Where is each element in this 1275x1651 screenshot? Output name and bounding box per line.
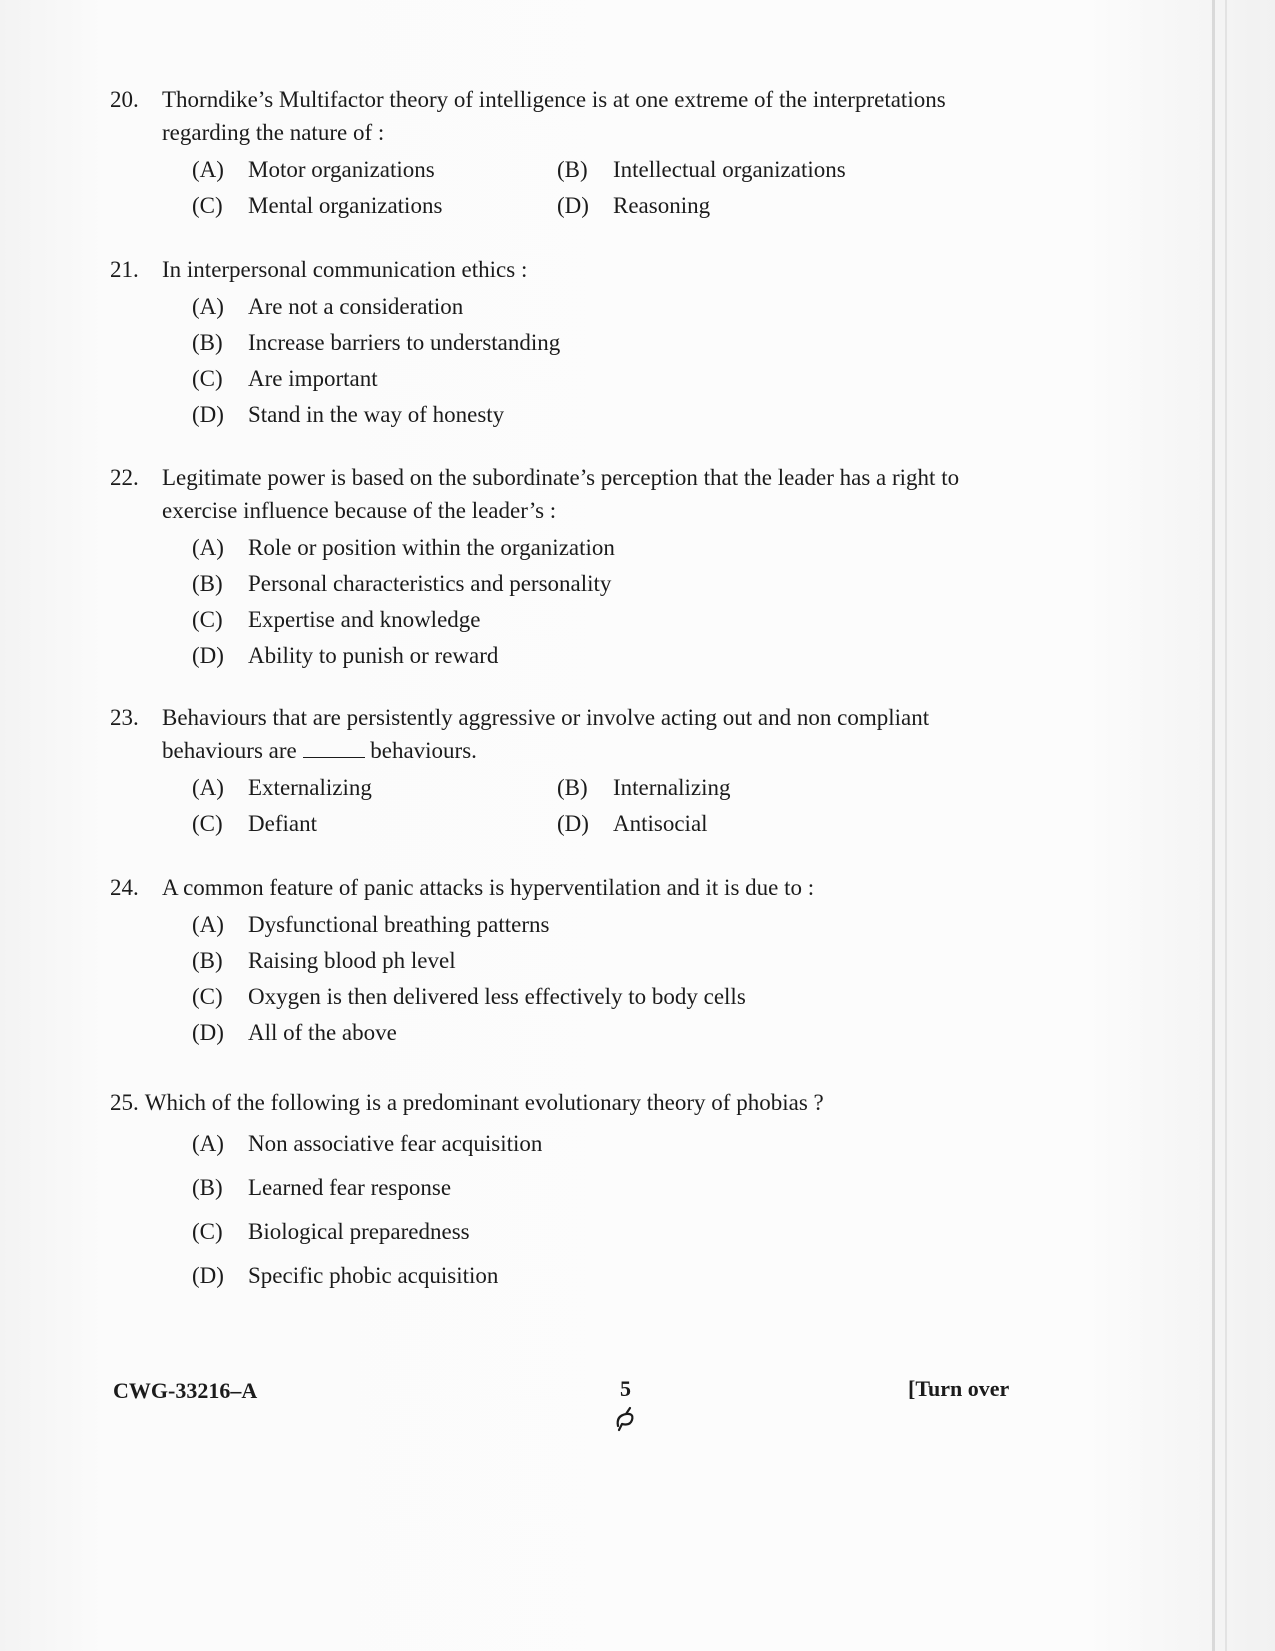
- scan-edge-line: [1225, 0, 1227, 1651]
- option-a: [192, 771, 557, 804]
- option-text: Motor organizations: [248, 156, 435, 182]
- turn-over-label: [Turn over: [908, 1376, 1010, 1401]
- question-text: Thorndike’s Multifactor theory of intelligence is at one extreme of the interpretations regarding the nature of :: [162, 87, 946, 145]
- option-label: (B): [557, 774, 588, 800]
- option-b: [192, 326, 892, 359]
- option-a: [192, 531, 892, 564]
- question-text-before-blank: Behaviours that are persistently aggressive or involve acting out and non compliant behaviours are: [162, 705, 930, 763]
- option-label: (A): [192, 156, 224, 182]
- option-label: (D): [557, 192, 589, 218]
- option-text: All of the above: [248, 1019, 397, 1045]
- question-text: Which of the following is a predominant evolutionary theory of phobias ?: [144, 1090, 824, 1115]
- options: [110, 1121, 990, 1297]
- option-text: Non associative fear acquisition: [248, 1130, 543, 1156]
- question-22: [110, 461, 990, 673]
- option-c: [192, 807, 557, 840]
- option-c: [192, 603, 892, 636]
- option-label: (B): [557, 156, 588, 182]
- options: [110, 529, 990, 673]
- option-d: [192, 639, 892, 672]
- scan-edge-line: [1212, 0, 1215, 1651]
- option-d: [557, 189, 922, 222]
- option-d: [192, 398, 892, 431]
- option-label: (B): [192, 947, 223, 973]
- option-a: [192, 1127, 892, 1160]
- option-text: Internalizing: [613, 774, 731, 800]
- option-text: Expertise and knowledge: [248, 606, 481, 632]
- option-text: Increase barriers to understanding: [248, 329, 561, 355]
- option-text: Intellectual organizations: [613, 156, 846, 182]
- option-label: (C): [192, 810, 223, 836]
- option-label: (B): [192, 570, 223, 596]
- page-number: 5: [620, 1376, 631, 1401]
- option-text: Externalizing: [248, 774, 372, 800]
- option-b: [557, 771, 922, 804]
- option-text: Mental organizations: [248, 192, 443, 218]
- options: [110, 769, 990, 841]
- option-label: (D): [192, 1019, 224, 1045]
- option-text: Are important: [248, 365, 378, 391]
- options: [110, 906, 990, 1050]
- option-c: [192, 362, 892, 395]
- option-text: Defiant: [248, 810, 317, 836]
- option-label: (A): [192, 911, 224, 937]
- fill-in-blank: [303, 737, 365, 758]
- question-number: 23.: [110, 705, 139, 730]
- question-number: 20.: [110, 87, 139, 112]
- option-text: Personal characteristics and personality: [248, 570, 612, 596]
- option-text: Dysfunctional breathing patterns: [248, 911, 550, 937]
- option-c: [192, 980, 892, 1013]
- page-mark-icon: [612, 1406, 640, 1432]
- question-text: A common feature of panic attacks is hyperventilation and it is due to :: [162, 875, 815, 900]
- option-label: (D): [192, 401, 224, 427]
- option-b: [557, 153, 922, 186]
- option-text: Ability to punish or reward: [248, 642, 499, 668]
- option-d: [192, 1259, 892, 1292]
- option-label: (B): [192, 1174, 223, 1200]
- option-text: Antisocial: [613, 810, 708, 836]
- question-24: [110, 871, 990, 1050]
- option-text: Learned fear response: [248, 1174, 452, 1200]
- options: [110, 151, 990, 223]
- option-text: Reasoning: [613, 192, 711, 218]
- question-number: 22.: [110, 465, 139, 490]
- options: [110, 288, 990, 432]
- option-text: Stand in the way of honesty: [248, 401, 505, 427]
- option-label: (C): [192, 192, 223, 218]
- question-text: In interpersonal communication ethics :: [162, 257, 528, 282]
- question-23: [110, 701, 990, 841]
- question-number: 25.: [110, 1090, 139, 1115]
- option-label: (A): [192, 534, 224, 560]
- option-d: [192, 1016, 892, 1049]
- option-text: Are not a consideration: [248, 293, 464, 319]
- option-b: [192, 1171, 892, 1204]
- option-text: Biological preparedness: [248, 1218, 470, 1244]
- paper-code: CWG-33216–A: [113, 1378, 258, 1403]
- question-21: [110, 253, 990, 432]
- option-label: (C): [192, 365, 223, 391]
- question-text: Legitimate power is based on the subordinate’s perception that the leader has a right to exercise influence because of the leader’s :: [162, 465, 960, 523]
- option-label: (C): [192, 983, 223, 1009]
- option-b: [192, 944, 892, 977]
- option-label: (C): [192, 606, 223, 632]
- option-label: (D): [192, 1262, 224, 1288]
- question-text: [162, 701, 990, 767]
- question-text-after-blank: behaviours.: [370, 738, 477, 763]
- option-text: Raising blood ph level: [248, 947, 456, 973]
- option-a: [192, 908, 892, 941]
- option-text: Oxygen is then delivered less effectively to body cells: [248, 983, 746, 1009]
- option-label: (A): [192, 293, 224, 319]
- option-label: (D): [557, 810, 589, 836]
- option-label: (D): [192, 642, 224, 668]
- question-20: [110, 83, 990, 223]
- option-label: (A): [192, 774, 224, 800]
- question-25: [110, 1086, 990, 1297]
- option-text: Role or position within the organization: [248, 534, 615, 560]
- option-a: [192, 290, 892, 323]
- option-b: [192, 567, 892, 600]
- option-label: (A): [192, 1130, 224, 1156]
- option-c: [192, 189, 557, 222]
- option-a: [192, 153, 557, 186]
- option-label: (C): [192, 1218, 223, 1244]
- option-text: Specific phobic acquisition: [248, 1262, 499, 1288]
- option-d: [557, 807, 922, 840]
- option-label: (B): [192, 329, 223, 355]
- question-number: 24.: [110, 875, 139, 900]
- question-number: 21.: [110, 257, 139, 282]
- option-c: [192, 1215, 892, 1248]
